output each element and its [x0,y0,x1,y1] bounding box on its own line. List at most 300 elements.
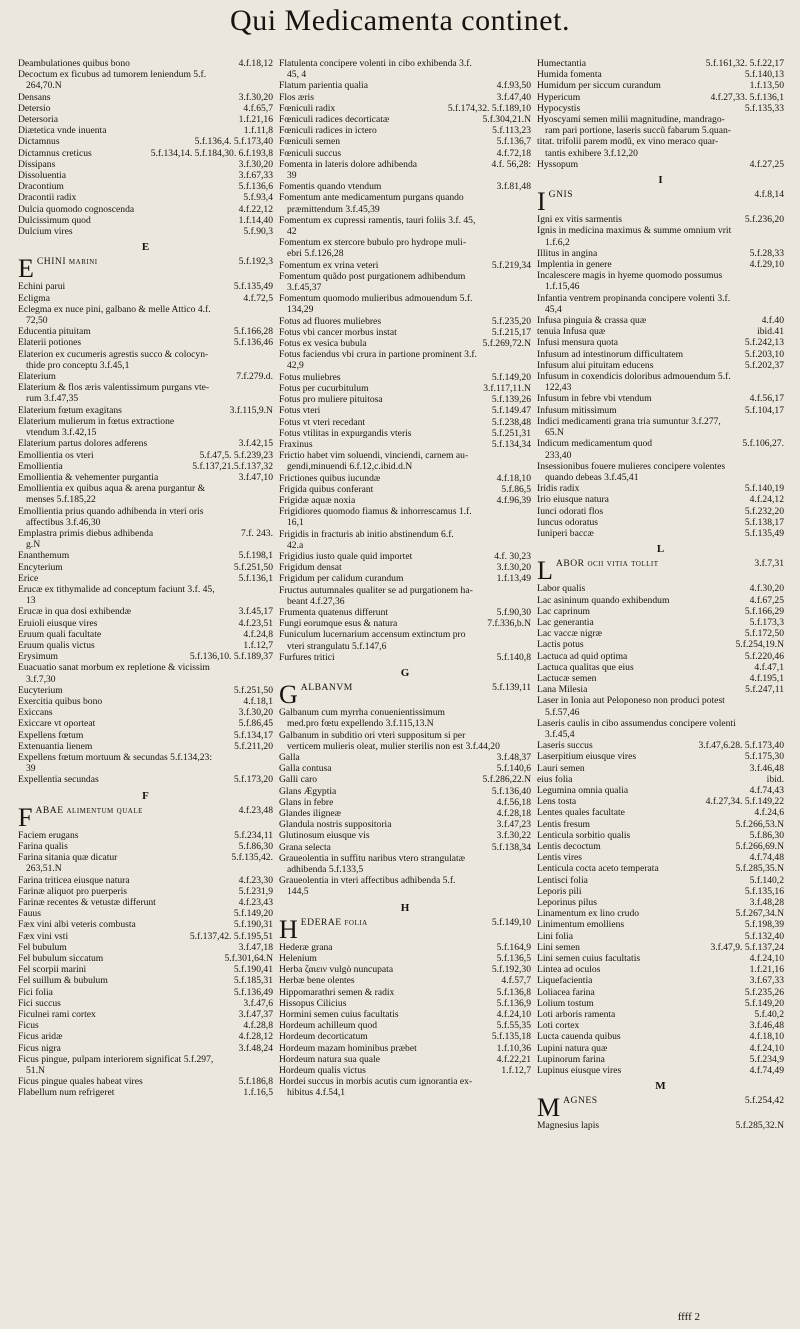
entry-term: Exercitia quibus bono [18,695,103,707]
entry-term: Expellentia secundas [18,774,99,786]
entry-term: Elaterium [18,371,56,383]
index-entry [18,606,273,617]
entry-reference: 4.f.24,10 [746,953,784,964]
entry-term: Galbanum cum myrrha conuenientissimum [279,707,445,719]
index-entry [537,293,784,315]
index-entry [537,1020,784,1031]
entry-term: Lactuca qualitas que eius [537,661,634,673]
entry-reference: 1.f.13,50 [746,80,784,91]
entry-term: Fotus muliebres [279,371,341,383]
index-entry [537,931,784,942]
entry-reference: 5.f.215,17 [488,327,531,338]
entry-term: Elaterium mulierum in fœtus extractione [18,415,175,427]
entry-reference: 5.f.304,21.N [479,114,532,125]
entry-term: ABOR ocii vitia tollit [555,558,659,570]
entry-term: Farinæ recentes & vetustæ differunt [18,897,156,909]
entry-term: Euacuatio sanat morbum ex repletione & vicissim [18,662,210,674]
index-entry [537,517,784,528]
entry-reference: 5.f.140,19 [741,483,784,494]
entry-reference: 3.f.30,20 [235,92,273,103]
entry-term: Elaterium & flos æris valentissimum purgans vte- [18,382,210,394]
entry-reference: 3.f.30,20 [235,159,273,170]
entry-term: Indici medicamenti grana tria sumuntur 3.f.277, [537,415,721,427]
entry-reference: 5.f.135,33 [741,103,784,114]
entry-term: Herbæ bene olentes [279,975,355,987]
entry-reference: 5.f.86,45 [235,718,273,729]
index-entry [18,975,273,986]
entry-term: Iunci odorati flos [537,505,604,517]
entry-term: Fotus per cucurbitulum [279,382,369,394]
index-entry [537,1009,784,1020]
entry-term: Emollientia ex quibus aqua & arena purgantur & [18,483,206,495]
entry-continuation: 45,4 [545,303,562,315]
index-entry [279,1076,531,1098]
entry-term: Hypocystis [537,102,581,114]
index-entry [537,718,784,740]
entry-term: Hordeum mazam hominibus præbet [279,1042,417,1054]
index-entry [537,841,784,852]
entry-reference: 4.f.24,12 [746,494,784,505]
entry-reference: 4.f.57,7 [497,975,531,986]
entry-term: Deambulationes quibus bono [18,58,130,69]
entry-reference: 5.f.203,10 [741,349,784,360]
index-entry [537,695,784,717]
entry-term: Glans Ægyptia [279,785,337,797]
index-entry [537,92,784,103]
index-entry [279,652,531,663]
index-entry [18,998,273,1009]
index-entry [18,662,273,684]
entry-term: Fomentum ex vrina veteri [279,259,379,271]
entry-reference: 4.f.28,18 [493,808,531,819]
entry-term: Infusum in febre vbi vtendum [537,393,652,405]
entry-continuation: 42.a [287,539,304,551]
entry-reference: 5.f.251,31 [488,428,531,439]
entry-reference: 5.f.136,7 [493,136,531,147]
entry-term: Dictamnus [18,136,60,148]
entry-term: Fotus vt vteri recedant [279,416,366,428]
index-entry [18,618,273,629]
index-entry [537,114,784,136]
entry-reference: 5.f.136,49 [230,987,273,998]
entry-term: Hederæ grana [279,941,333,953]
entry-term: Lentis vires [537,852,583,864]
entry-continuation: affectibus 3.f.46,30 [26,516,101,528]
entry-term: Fomenta in lateris dolore adhibenda [279,158,418,170]
index-entry [279,618,531,629]
entry-reference: 4.f.74,49 [746,1065,784,1076]
entry-term: Hordeum achilleum quod [279,1020,378,1032]
entry-reference: 5.f.267,34.N [732,908,785,919]
index-entry [537,606,784,617]
entry-reference: 7.f. 243. [237,528,273,539]
entry-reference: 5.f.136,9 [493,998,531,1009]
drop-initial: I [537,187,546,217]
index-entry [18,685,273,696]
index-entry [279,1065,531,1076]
index-entry [279,394,531,405]
entry-reference: 4.f.67,25 [746,595,784,606]
page-title: Qui Medicamenta continet. [230,4,570,37]
entry-term: Glandula nostris suppositoria [279,819,392,831]
entry-reference: 4.f.93,50 [493,80,531,91]
entry-continuation: 122,43 [545,382,572,394]
entry-reference: 5.f.235,20 [488,316,531,327]
entry-continuation: ram pari portione, laseris succũ fabarum 5.quan- [545,125,731,137]
entry-continuation: 5.f.57,46 [545,706,580,718]
index-entry [279,763,531,774]
entry-term: Lenticula cocta aceto temperata [537,863,659,875]
index-entry [279,875,531,897]
index-entry [279,271,531,293]
entry-reference: 5.f.135,18 [488,1031,531,1042]
entry-term: Frigidæ aquæ noxia [279,494,356,506]
entry-continuation: 16,1 [287,517,304,529]
entry-reference: 1.f.14,40 [235,215,273,226]
entry-reference: 5.f.149,10 [488,917,531,928]
index-entry [537,819,784,830]
entry-term: Laserpitium eiusque vires [537,751,637,763]
entry-reference: 3.f.81,48 [493,181,531,192]
entry-reference: 5.f.140,13 [741,69,784,80]
entry-reference: 5.f.137,21.5.f.137,32 [188,461,273,472]
index-entry [537,998,784,1009]
entry-term: Farinæ aliquot pro puerperis [18,885,127,897]
entry-term: titat. trifolii parem modũ, ex vino meraco quar- [537,136,719,148]
entry-term: Lac caprinum [537,605,591,617]
entry-term: Igni ex vitis sarmentis [537,214,622,226]
entry-reference: 5.f.136,46 [230,337,273,348]
index-entry [18,148,273,159]
index-entry [18,953,273,964]
entry-continuation: 51.N [26,1065,45,1077]
entry-term: Fici folia [18,986,53,998]
entry-reference: 5.f.231,9 [235,886,273,897]
entry-continuation: thide pro conceptu 3.f.45,1 [26,359,130,371]
entry-reference: 5.f.136,10. 5.f.189,37 [186,651,273,662]
entry-term: Galli caro [279,774,318,786]
entry-term: eius folia [537,773,573,785]
entry-term: Expellens fœtum mortuum & secundas 5.f.134,23: [18,751,212,763]
entry-reference: 4.f.27,33. 5.f.136,1 [706,92,784,103]
entry-reference: 5.f.149,20 [488,372,531,383]
index-entry [279,998,531,1009]
index-entry [279,730,531,752]
index-entry [537,1120,784,1131]
index-entry [537,987,784,998]
section-letter: H [400,901,410,914]
index-entry [537,785,784,796]
index-entry [18,170,273,181]
index-entry [18,181,273,192]
entry-reference: 5.f.140,2 [746,875,784,886]
entry-reference: 5.f.266,53.N [732,819,785,830]
entry-reference: 3.f.47,6.28. 5.f.173,40 [694,740,784,751]
entry-term: Hypericum [537,91,581,103]
index-entry [18,405,273,416]
entry-reference: 3.f.46,48 [746,763,784,774]
entry-term: Glans in febre [279,796,334,808]
entry-term: Fœniculi semen [279,136,341,148]
entry-reference: 5.f.186,8 [235,1076,273,1087]
entry-reference: 4.f.29,10 [746,259,784,270]
entry-reference: 4.f.18,10 [746,1031,784,1042]
index-entry [537,416,784,438]
index-entry [537,639,784,650]
entry-term: Infantia ventrem propinanda concipere volenti 3.f. [537,292,731,304]
index-entry [279,942,531,953]
entry-term: Fomentum ante medicamentum purgans quando [279,192,464,204]
index-entry [279,495,531,506]
entry-reference: 5.f.134,14. 5.f.184,30. 6.f.193,8 [147,148,273,159]
entry-continuation: 233,40 [545,449,572,461]
entry-term: Lini semen [537,941,580,953]
entry-reference: 5.f.242,13 [741,337,784,348]
entry-reference: 5.f.236,20 [741,214,784,225]
entry-reference: 4.f.23,51 [235,618,273,629]
entry-reference: 4.f.24,10 [746,1043,784,1054]
section-letter: F [142,789,149,802]
entry-term: EDERAE folia [300,916,368,928]
entry-term: Lentisci folia [537,874,588,886]
entry-reference: 3.f.46,48 [746,1020,784,1031]
index-entry [18,1020,273,1031]
index-entry [537,494,784,505]
index-entry [18,584,273,606]
entry-term: Flatulenta concipere volenti in cibo exhibenda 3.f. [279,58,472,69]
index-entry [279,215,531,237]
index-entry [18,281,273,292]
entry-reference: 5.f.269,72.N [479,338,532,349]
entry-term: Faciem erugans [18,829,79,841]
index-entry [279,417,531,428]
index-entry [279,1054,531,1065]
index-entry [18,886,273,897]
entry-term: Lactuca ad quid optima [537,650,628,662]
index-entry [537,371,784,393]
entry-reference: 5.f.254,42 [741,1095,784,1106]
entry-term: Ficus pingue quales habeat vires [18,1076,143,1088]
entry-reference: 5.f.139,26 [488,394,531,405]
index-entry [537,908,784,919]
index-entry [18,92,273,103]
index-entry [279,562,531,573]
entry-term: Farina qualis [18,841,68,852]
index-entry [279,192,531,214]
entry-term: Fotus faciendus vbi crura in partione prominent 3.f. [279,349,477,361]
entry-reference: 3.f.30,22 [493,830,531,841]
entry-term: Lens tosta [537,796,577,808]
entry-reference: 4.f.96,39 [493,495,531,506]
entry-term: Implentia in genere [537,259,612,271]
index-entry [18,58,273,69]
index-entry [18,908,273,919]
entry-term: Legumina omnia qualia [537,784,629,796]
entry-term: Lentis decoctum [537,841,601,852]
entry-reference: 5.f.301,64.N [221,953,274,964]
entry-term: Linimentum emolliens [537,919,625,931]
drop-initial: E [18,254,34,284]
entry-term: Loti cortex [537,1020,580,1032]
entry-term: Magnesius lapis [537,1120,600,1132]
entry-term: Iuniperi baccæ [537,527,594,539]
entry-term: Lac asininum quando exhibendum [537,594,670,606]
index-entry [18,1031,273,1042]
entry-term: Flabellum num refrigeret [18,1087,115,1099]
entry-reference: 1.f.11,8 [240,125,273,136]
entry-reference: 4.f.24,8 [239,629,273,640]
entry-term: Frictio habet vim soluendi, vinciendi, carnem au- [279,450,469,462]
entry-term: Lupini natura quæ [537,1042,608,1054]
entry-term: Fauus [18,908,41,920]
index-entry [537,103,784,114]
entry-reference: 5.f.135,49 [741,528,784,539]
entry-reference: 5.f.136,6 [235,181,273,192]
index-entry [279,316,531,327]
entry-term: Frigidum per calidum curandum [279,573,404,585]
index-entry [279,405,531,416]
entry-reference: 5.f.55,35 [493,1020,531,1031]
entry-term: Dictamnus creticus [18,147,92,159]
section-letter: I [658,174,663,187]
entry-reference: 4.f.23,30 [235,875,273,886]
index-entry [537,1054,784,1065]
entry-term: Erucæ in qua dosi exhibendæ [18,606,131,618]
entry-term: Frigidiores quomodo fiamus & inhorrescamus 1.f. [279,506,472,518]
entry-continuation: rum 3.f.47,35 [26,393,79,405]
entry-term: Dulcia quomodo cognoscenda [18,203,135,215]
entry-continuation: 42 [287,226,297,238]
entry-term: Fotus vteri [279,405,321,417]
entry-term: Fæx vini vsti [18,930,69,942]
entry-term: CHINI marini [36,256,98,268]
entry-term: Insessionibus fouere mulieres concipere volentes [537,460,726,472]
entry-reference: 5.f.139,11 [488,682,531,693]
index-entry [279,136,531,147]
drop-initial: G [279,680,298,710]
entry-term: Dissipans [18,158,56,170]
entry-term: Fel bubulum [18,941,67,953]
index-entry [279,383,531,394]
index-entry [537,919,784,930]
index-entry [279,629,531,651]
entry-reference: 1.f.12,7 [497,1065,531,1076]
index-entry [537,583,784,594]
entry-term: Ficus aridæ [18,1031,63,1043]
entry-term: Lupinorum farina [537,1053,605,1065]
entry-reference: 5.f.137,42. 5.f.195,51 [186,931,273,942]
entry-reference: 5.f.134,34 [488,439,531,450]
entry-term: Fotus vbi cancer morbus instat [279,326,397,338]
catchword: ffff 2 [677,1311,700,1323]
entry-term: Labor qualis [537,583,586,595]
index-entry [537,187,784,217]
entry-term: Infusa pinguia & crassa quæ [537,315,647,327]
index-entry [537,270,784,292]
entry-reference: 4.f.72,18 [493,148,531,159]
entry-term: Linamentum ex lino crudo [537,908,640,920]
entry-term: Fotus ad fluores muliebres [279,315,382,327]
entry-term: Iuncus odoratus [537,516,599,528]
entry-term: Emollientia os vteri [18,449,94,461]
index-entry [18,987,273,998]
entry-reference: 4.f.56,18 [493,797,531,808]
entry-term: Glandes iligneæ [279,808,342,819]
entry-term: Lintea ad oculos [537,964,601,976]
index-entry [537,684,784,695]
entry-reference: 5.f.238,48 [488,417,531,428]
index-entry [537,349,784,360]
entry-reference: 5.f.135,49 [230,281,273,292]
index-entry [279,1031,531,1042]
index-entry [279,439,531,450]
entry-reference: 4.f.28,12 [235,1031,273,1042]
index-entry [279,148,531,159]
index-entry [537,953,784,964]
entry-reference: 5.f.134,17 [230,730,273,741]
entry-term: Erysimum [18,651,58,663]
index-entry [537,673,784,684]
entry-term: Exiccare vt oporteat [18,718,96,730]
entry-term: Hormini semen cuius facultatis [279,1009,399,1021]
index-entry [279,975,531,986]
entry-term: Frigidum densat [279,562,342,574]
index-entry [18,550,273,561]
entry-term: Fœniculi radices decorticatæ [279,114,390,126]
entry-reference: 5.f.166,29 [741,606,784,617]
entry-reference: 5.f.235,26 [741,987,784,998]
index-entry [537,1065,784,1076]
entry-reference: 5.f.286,22.N [479,774,532,785]
entry-continuation: 42,9 [287,360,304,372]
entry-term: Illitus in angina [537,247,598,259]
index-entry [537,315,784,326]
entry-reference: 3.f.47,9. 5.f.137,24 [706,942,784,953]
entry-term: Eucyterium [18,684,63,696]
entry-continuation: vteri strangulatu 5.f.147,6 [287,640,387,652]
entry-reference: 5.f.190,41 [230,964,273,975]
index-entry [18,651,273,662]
index-entry [18,741,273,752]
entry-term: Lactucæ semen [537,672,597,684]
entry-term: Fotus pro muliere pituitosa [279,394,383,406]
entry-term: Echini parui [18,281,66,293]
entry-reference: ibid. [763,774,784,785]
entry-reference: 4.f.47,1 [750,662,784,673]
index-entry [279,953,531,964]
entry-reference: 1.f.16,5 [239,1087,273,1098]
entry-continuation: præmittendum 3.f.45,39 [287,203,380,215]
index-entry [279,372,531,383]
index-entry [279,506,531,528]
entry-reference: 3.f.48,37 [493,752,531,763]
index-entry [18,192,273,203]
entry-reference: 1.f.21,16 [746,964,784,975]
index-entry [537,595,784,606]
index-entry [537,1043,784,1054]
entry-reference: 5.f.192,30 [488,964,531,975]
index-entry [18,215,273,226]
entry-term: Erucæ ex tithymalide ad conceptum faciunt 3.f. 45, [18,583,215,595]
index-entry [18,125,273,136]
entry-term: Lolium tostum [537,997,594,1009]
index-entry [537,830,784,841]
entry-term: Farina sitania quæ dicatur [18,852,118,864]
entry-continuation: 3.f.45,37 [287,282,322,294]
index-entry [18,472,273,483]
index-column-3 [537,58,784,1316]
entry-reference: 1.f.10,36 [493,1043,531,1054]
